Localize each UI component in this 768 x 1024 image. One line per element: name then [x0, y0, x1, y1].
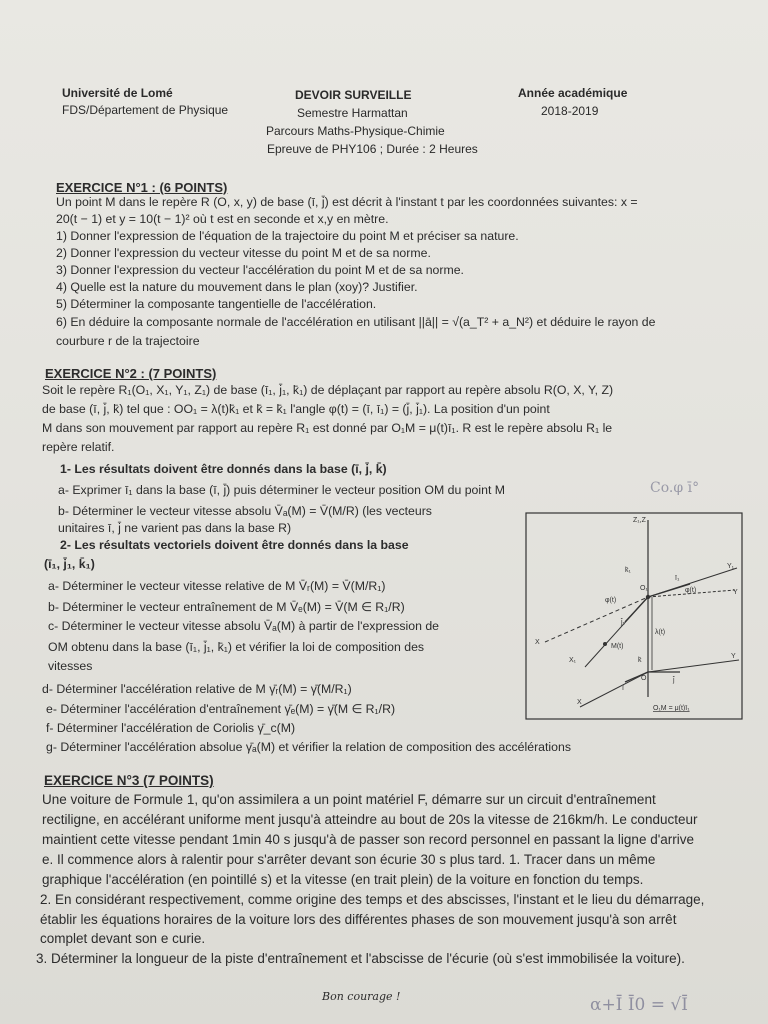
label-k: k̄	[638, 657, 642, 664]
exercise-1-question: courbure r de la trajectoire	[56, 334, 200, 348]
closing-note: Bon courage !	[322, 990, 401, 1003]
handwritten-scribble: α+Ī Ī0 = √Ī	[590, 995, 688, 1015]
exercise-1-question: 2) Donner l'expression du vecteur vitesse du point M et de sa norme.	[56, 246, 431, 260]
exercise-2-question: e- Déterminer l'accélération d'entraînement γ̄ₑ(M) = γ̄(M ∈ R₁/R)	[46, 702, 396, 716]
exercise-1-question: 1) Donner l'expression de l'équation de la trajectoire du point M et préciser sa nature.	[56, 229, 519, 243]
exam-course: Epreuve de PHY106 ; Durée : 2 Heures	[267, 142, 478, 156]
exercise-2-question: vitesses	[48, 659, 93, 673]
university-name: Université de Lomé	[62, 86, 173, 100]
semester: Semestre Harmattan	[297, 106, 408, 120]
exercise-2-text: M dans son mouvement par rapport au repère R₁ est donné par O₁M = μ(t)ī₁. R est le repère absolu R₁ le	[42, 421, 613, 435]
exercise-3-text: 2. En considérant respectivement, comme origine des temps et des abscisses, l'instant et le lieu du démarrage,	[40, 892, 705, 907]
exercise-1-question: 3) Donner l'expression du vecteur l'accélération du point M et de sa norme.	[56, 263, 464, 277]
label-x: X	[577, 699, 582, 706]
exercise-3-title: EXERCICE N°3 (7 POINTS)	[44, 773, 214, 788]
label-i: ī	[622, 685, 624, 692]
label-phi-left: φ(t)	[605, 597, 617, 604]
reference-frames-figure	[525, 512, 743, 720]
exercise-1-question: 6) En déduire la composante normale de l'accélération en utilisant ||ā|| = √(a_T² + a_N²) et déduire le rayon de	[56, 315, 656, 329]
exercise-3-text: graphique l'accélération (en pointillé s) et la vitesse (en trait plein) de la voiture en fonction du temps.	[42, 872, 644, 887]
exercise-1-question: 4) Quelle est la nature du mouvement dans le plan (xoy)? Justifier.	[56, 280, 418, 294]
exercise-3-text: complet devant son e curie.	[40, 931, 206, 946]
label-y1: Y₁	[727, 563, 735, 570]
label-o: O	[641, 675, 647, 682]
exercise-3-text: Une voiture de Formule 1, qu'on assimilera a un point matériel F, démarre sur un circuit d'entraînement	[42, 792, 656, 807]
exercise-3-question: 3. Déterminer la longueur de la piste d'entraînement et l'abscisse de l'écurie (où s'est immobilisée la voiture).	[36, 951, 685, 966]
exercise-2-title: EXERCICE N°2 : (7 POINTS)	[45, 366, 217, 381]
label-z1z: Z₁,Z	[633, 517, 646, 524]
exercise-2-question: a- Exprimer ī₁ dans la base (ī, j̄) puis déterminer le vecteur position OM du point M	[58, 483, 506, 497]
exercise-1-question: 5) Déterminer la composante tangentielle de l'accélération.	[56, 297, 377, 311]
exercise-3-text: e. Il commence alors à ralentir pour s'arrêter devant son écurie 30 s plus tard. 1. Tracer dans un même	[42, 852, 656, 867]
label-x1: X₁	[569, 657, 577, 664]
exercise-2-text: de base (ī, j̄, k̄) tel que : OO₁ = λ(t)k̄₁ et k̄ = k̄₁ l'angle φ(t) = (ī, ī₁) = (j̄, j̄₁). La position d'un point	[42, 402, 550, 416]
exercise-2-question: unitaires ī, j̄ ne varient pas dans la base R)	[58, 521, 292, 535]
exam-title: DEVOIR SURVEILLE	[295, 88, 412, 102]
exercise-1-text: 20(t − 1) et y = 10(t − 1)² où t est en seconde et x,y en mètre.	[56, 212, 389, 226]
exercise-2-question: f- Déterminer l'accélération de Coriolis γ̄_c(M)	[46, 721, 296, 735]
exercise-2-section-2-basis: (ī₁, j̄₁, k̄₁)	[44, 557, 95, 571]
exercise-2-question: a- Déterminer le vecteur vitesse relative de M V̄ᵣ(M) = V̄(M/R₁)	[48, 579, 386, 593]
exercise-2-section-2: 2- Les résultats vectoriels doivent être donnés dans la base	[60, 538, 409, 552]
exercise-2-question: g- Déterminer l'accélération absolue γ̄ₐ(M) et vérifier la relation de composition des accélérations	[46, 740, 571, 754]
label-lambda: λ(t)	[655, 629, 666, 636]
label-y: Y	[731, 653, 736, 660]
figure-caption: O₁M = μ(t)ī₁	[653, 705, 690, 712]
exercise-3-text: maintient cette vitesse pendant 1min 40 s jusqu'à de passer son record personnel en passant la ligne d'arrive	[42, 832, 695, 847]
exercise-2-question: b- Déterminer le vecteur vitesse absolu V̄ₐ(M) = V̄(M/R) (les vecteurs	[58, 504, 432, 518]
exercise-2-text: Soit le repère R₁(O₁, X₁, Y₁, Z₁) de base (ī₁, j̄₁, k̄₁) de déplaçant par rapport au repère absolu R(O, X, Y, Z)	[42, 383, 614, 397]
label-y-dashed: Y	[733, 589, 738, 596]
academic-year: 2018-2019	[541, 104, 599, 118]
label-j1: j̄₁	[621, 619, 625, 626]
exercise-2-question: b- Déterminer le vecteur entraînement de M V̄ₑ(M) = V̄(M ∈ R₁/R)	[48, 600, 405, 614]
exercise-3-text: établir les équations horaires de la voiture lors des différentes phases de son mouvement jusqu'à son arrêt	[40, 912, 677, 927]
department-name: FDS/Département de Physique	[62, 103, 229, 117]
program: Parcours Maths-Physique-Chimie	[266, 124, 445, 138]
exercise-2-text: repère relatif.	[42, 440, 115, 454]
label-j: j̄	[673, 677, 675, 684]
exercise-2-question: c- Déterminer le vecteur vitesse absolu V̄ₐ(M) à partir de l'expression de	[48, 619, 440, 633]
handwritten-note: Co.φ ī°	[650, 480, 700, 496]
label-i1: ī₁	[675, 575, 680, 582]
label-x-dashed: X	[535, 639, 540, 646]
exercise-1-text: Un point M dans le repère R (O, x, y) de base (ī, j̄) est décrit à l'instant t par les coordonnées suivantes: x =	[56, 195, 638, 209]
exercise-2-section-1: 1- Les résultats doivent être donnés dans la base (ī, j̄, k̄)	[60, 462, 387, 476]
label-o1: O₁	[640, 585, 648, 592]
exercise-3-text: rectiligne, en accélérant uniforme ment jusqu'à atteindre au bout de 20s la vitesse de 216km/h. Le conducteur	[42, 812, 698, 827]
exercise-1-title: EXERCICE N°1 : (6 POINTS)	[56, 180, 228, 195]
label-phi-right: φ(t)	[685, 587, 697, 594]
label-k1: k̄₁	[625, 567, 631, 574]
exercise-2-question: d- Déterminer l'accélération relative de M γ̄ᵣ(M) = γ̄(M/R₁)	[42, 682, 352, 696]
exercise-2-question: OM obtenu dans la base (ī₁, j̄₁, k̄₁) et vérifier la loi de composition des	[48, 640, 425, 654]
label-m: M(t)	[611, 643, 624, 650]
academic-year-label: Année académique	[518, 86, 628, 100]
